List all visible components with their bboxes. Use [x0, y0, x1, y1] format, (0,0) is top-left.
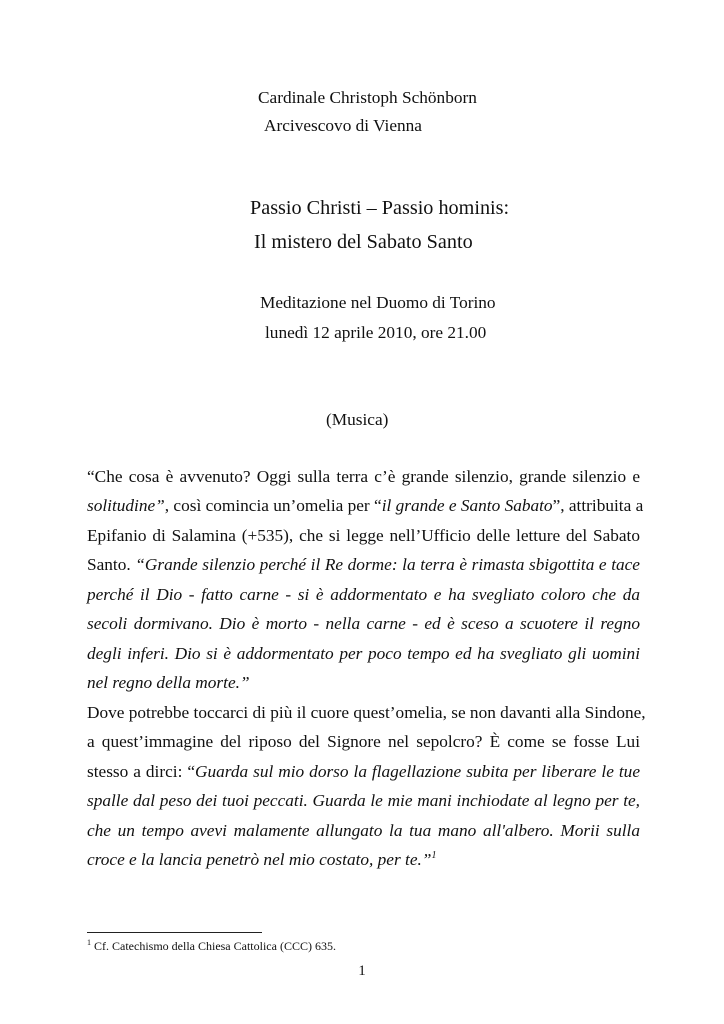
body-text: Santo.	[87, 555, 136, 574]
body-line	[87, 555, 640, 575]
footnote	[87, 939, 336, 953]
body-text: stesso a dirci: “	[87, 762, 196, 781]
footnote-mark: 1	[87, 938, 91, 947]
quote-text: degli inferi. Dio si è addormentato per poco tempo ed ha svegliato gli uomini	[87, 644, 640, 663]
occasion-line-2: lunedì 12 aprile 2010, ore 21.00	[265, 323, 487, 342]
body-line	[87, 496, 644, 516]
quote-text: perché il Dio - fatto carne - si è addormentato e ha svegliato coloro che da	[87, 585, 640, 604]
body-line: Dove potrebbe toccarci di più il cuore quest’omelia, se non davanti alla Sindone,	[87, 703, 646, 722]
quote-opening-text: “Che cosa è avvenuto? Oggi sulla terra c’è grande silenzio, grande silenzio e	[87, 467, 640, 486]
quote-text: solitudine”	[87, 496, 165, 515]
quote-text: nel regno della morte.”	[87, 673, 250, 692]
body-line: Epifanio di Salamina (+535), che si legge nell’Ufficio delle letture del Sabato	[87, 526, 640, 545]
body-line	[87, 762, 640, 782]
body-line	[87, 673, 250, 693]
quote-text: secoli dormivano. Dio è morto - nella carne - ed è sceso a scuotere il regno	[87, 614, 640, 633]
title-line-2: Il mistero del Sabato Santo	[254, 231, 473, 253]
page-number: 1	[358, 963, 366, 979]
footnote-text: Cf. Catechismo della Chiesa Cattolica (CCC) 635.	[91, 939, 336, 953]
body-text: , così comincia un’omelia per “	[164, 496, 382, 515]
quote-text: il grande e Santo Sabato	[381, 496, 553, 515]
occasion-line-1: Meditazione nel Duomo di Torino	[260, 293, 496, 312]
footnote-separator	[87, 932, 262, 933]
author-role: Arcivescovo di Vienna	[264, 116, 422, 135]
title-line-1: Passio Christi – Passio hominis:	[250, 197, 510, 219]
body-line	[87, 585, 640, 605]
quote-text: che un tempo avevi malamente allungato la tua mano all'albero. Morii sulla	[87, 821, 640, 840]
music-note: (Musica)	[326, 410, 389, 429]
body-line: a quest’immagine del riposo del Signore nel sepolcro? È come se fosse Lui	[87, 732, 640, 751]
quote-text: Guarda sul mio dorso la flagellazione subita per liberare le tue	[195, 762, 640, 781]
body-line	[87, 614, 640, 634]
body-line	[87, 467, 640, 487]
footnote-reference[interactable]: 1	[431, 850, 437, 861]
body-line	[87, 644, 640, 664]
author-line: Cardinale Christoph Schönborn	[258, 88, 477, 107]
body-line	[87, 850, 436, 870]
quote-text: croce e la lancia penetrò nel mio costato, per te.”	[87, 850, 432, 869]
body-line	[87, 791, 640, 811]
body-line	[87, 821, 640, 841]
quote-text: “Grande silenzio perché il Re dorme: la terra è rimasta sbigottita e tace	[135, 555, 640, 574]
body-text: ”, attribuita a	[552, 496, 644, 515]
quote-text: spalle dal peso dei tuoi peccati. Guarda le mie mani inchiodate al legno per te,	[87, 791, 640, 810]
